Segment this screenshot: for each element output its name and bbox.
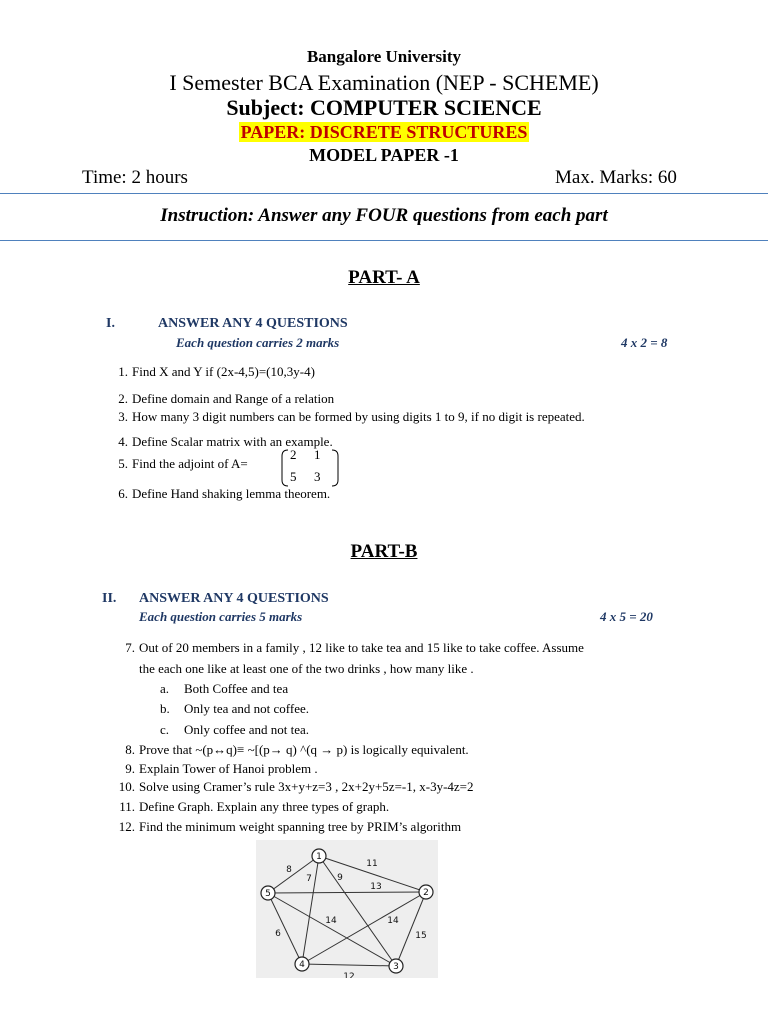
question-7-continued: the each one like at least one of the two drinks , how many like .	[139, 661, 474, 676]
edge-weight-8: 8	[286, 865, 292, 875]
option-letter: b.	[160, 701, 170, 716]
edge-weight-7: 7	[306, 874, 312, 884]
graph-node-3: 3	[393, 962, 399, 972]
question-text: Define Graph. Explain any three types of graph.	[139, 799, 390, 814]
subject-title: Subject: COMPUTER SCIENCE	[226, 95, 542, 120]
part-b-title: PART-B	[350, 541, 418, 562]
part-b-section-title: ANSWER ANY 4 QUESTIONS	[139, 591, 329, 606]
matrix-cell-a: 2	[290, 447, 297, 462]
question-9	[113, 760, 318, 777]
question-text: Find X and Y if (2x-4,5)=(10,3y-4)	[132, 364, 315, 379]
matrix-brackets	[280, 448, 340, 488]
edge-weight-14b: 14	[387, 916, 399, 926]
edge-weight-13: 13	[370, 882, 382, 892]
part-a-title: PART- A	[348, 267, 420, 288]
question-5	[106, 455, 248, 472]
option-text: Only tea and not coffee.	[184, 701, 310, 716]
question-10	[113, 778, 474, 795]
question-11	[113, 798, 389, 815]
question-number: 4.	[118, 434, 128, 449]
question-number: 6.	[118, 486, 128, 501]
matrix-cell-b: 1	[314, 447, 321, 462]
part-a-section-title: ANSWER ANY 4 QUESTIONS	[158, 316, 348, 331]
part-b-note: Each question carries 5 marks	[139, 609, 303, 624]
part-a-note: Each question carries 2 marks	[176, 335, 340, 350]
question-7-option-b	[160, 700, 309, 717]
option-text: Only coffee and not tea.	[184, 722, 310, 737]
semester-title: I Semester BCA Examination (NEP - SCHEME)	[169, 70, 599, 95]
graph-diagram	[256, 840, 438, 978]
question-number: 8.	[125, 742, 135, 757]
question-2	[106, 390, 334, 407]
edge-weight-14a: 14	[325, 916, 337, 926]
question-number: 5.	[118, 456, 128, 471]
question-text: Define domain and Range of a relation	[132, 391, 335, 406]
paper-title: PAPER: DISCRETE STRUCTURES	[240, 122, 528, 142]
instruction-text: Instruction: Answer any FOUR questions from each part	[160, 205, 608, 226]
option-letter: a.	[160, 681, 170, 696]
question-number: 10.	[118, 779, 135, 794]
question-8	[113, 741, 469, 758]
edge-weight-15: 15	[415, 931, 427, 941]
part-b-section-number: II.	[102, 591, 117, 606]
question-text: Solve using Cramer’s rule 3x+y+z=3 , 2x+2y+5z=-1, x-3y-4z=2	[139, 779, 474, 794]
prim-graph-figure	[256, 840, 438, 978]
question-7	[113, 639, 584, 656]
option-letter: c.	[160, 722, 170, 737]
question-number: 12.	[118, 819, 135, 834]
edge-weight-6: 6	[275, 929, 281, 939]
question-number: 1.	[118, 364, 128, 379]
header-divider-top	[0, 193, 768, 194]
question-6	[106, 485, 330, 502]
question-7-option-a	[160, 680, 288, 697]
question-number: 7.	[125, 640, 135, 655]
graph-node-2: 2	[423, 888, 429, 898]
model-paper-label: MODEL PAPER -1	[309, 145, 459, 165]
question-number: 11.	[119, 799, 135, 814]
edge-weight-12: 12	[343, 972, 355, 978]
paper-title-wrap	[0, 122, 768, 143]
question-12	[113, 818, 461, 835]
max-marks: Max. Marks: 60	[555, 167, 677, 188]
question-text: How many 3 digit numbers can be formed by using digits 1 to 9, if no digit is repeated.	[132, 409, 585, 424]
option-text: Both Coffee and tea	[184, 681, 289, 696]
question-number: 3.	[118, 409, 128, 424]
question-number: 2.	[118, 391, 128, 406]
matrix-cell-d: 3	[314, 469, 321, 484]
graph-node-5: 5	[265, 889, 271, 899]
question-text: Find the adjoint of A=	[132, 456, 248, 471]
part-a-section-number: I.	[106, 316, 115, 331]
matrix-cell-c: 5	[290, 469, 297, 484]
university-name: Bangalore University	[306, 47, 462, 66]
part-a-marks: 4 x 2 = 8	[621, 335, 668, 350]
exam-time: Time: 2 hours	[82, 167, 188, 188]
question-1	[106, 363, 315, 380]
adjoint-matrix	[280, 448, 340, 488]
graph-node-1: 1	[316, 852, 322, 862]
question-text: Prove that ~(p↔q)≡ ~[(p→ q) ^(q → p) is logically equivalent.	[139, 742, 469, 757]
edge-weight-11: 11	[366, 859, 378, 869]
question-text: Explain Tower of Hanoi problem .	[139, 761, 318, 776]
edge-weight-9: 9	[337, 873, 343, 883]
part-b-marks: 4 x 5 = 20	[600, 609, 653, 624]
question-text: Define Scalar matrix with an example.	[132, 434, 333, 449]
question-text: Find the minimum weight spanning tree by PRIM’s algorithm	[139, 819, 462, 834]
question-text: Define Hand shaking lemma theorem.	[132, 486, 331, 501]
question-number: 9.	[125, 761, 135, 776]
graph-node-4: 4	[299, 960, 305, 970]
question-text: Out of 20 members in a family , 12 like to take tea and 15 like to take coffee. Assume	[139, 640, 584, 655]
question-3	[106, 408, 585, 425]
header-divider-bottom	[0, 240, 768, 241]
question-7-option-c	[160, 721, 309, 738]
